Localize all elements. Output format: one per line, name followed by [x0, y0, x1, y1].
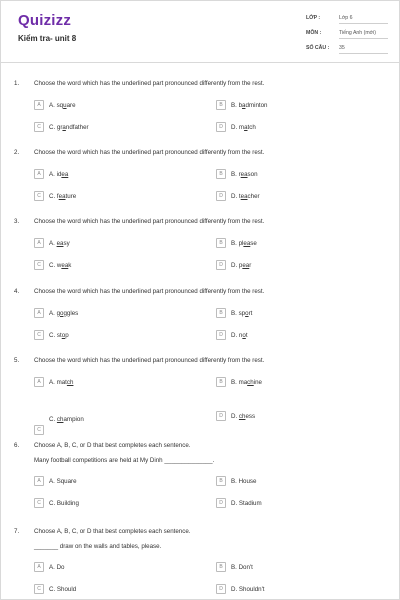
option-label: A. Square: [49, 477, 77, 485]
underlined-part: ch: [247, 378, 254, 386]
question-sentence: Many football competitions are held at My Dinh ______________.: [34, 457, 215, 464]
option-label: C. weak: [49, 261, 72, 269]
underlined-part: ea: [242, 261, 250, 269]
underlined-part: ea: [240, 170, 248, 178]
meta-value: 35: [339, 43, 388, 54]
underlined-part: a: [62, 123, 66, 131]
option-a[interactable]: [34, 169, 68, 179]
underlined-part: o: [61, 331, 66, 339]
question-number: 6.: [14, 442, 20, 449]
option-d[interactable]: [216, 584, 265, 594]
option-letter-box[interactable]: C: [34, 260, 44, 270]
option-label: A. idea: [49, 170, 69, 178]
option-letter-box[interactable]: A: [34, 562, 44, 572]
question-text: Choose the word which has the underlined part pronounced differently from the rest.: [34, 288, 265, 295]
meta-table: [306, 13, 388, 58]
option-c[interactable]: [34, 416, 84, 435]
option-d[interactable]: [216, 498, 262, 508]
option-label: D. not: [231, 331, 248, 339]
option-letter-box[interactable]: D: [216, 330, 226, 340]
question-text: Choose the word which has the underlined part pronounced differently from the rest.: [34, 80, 265, 87]
option-label: B. please: [231, 239, 257, 247]
question-sentence: _______ draw on the walls and tables, please.: [34, 543, 162, 550]
option-b[interactable]: [216, 100, 267, 110]
underlined-part: ea: [56, 239, 64, 247]
option-a[interactable]: [34, 562, 64, 572]
option-b[interactable]: [216, 377, 262, 387]
option-label: C. champion: [49, 416, 84, 423]
option-letter-box[interactable]: C: [34, 498, 44, 508]
option-label: C. stop: [49, 331, 69, 339]
option-label: C. Should: [49, 585, 77, 593]
option-label: A. goggles: [49, 309, 79, 317]
option-letter-box[interactable]: B: [216, 562, 226, 572]
option-d[interactable]: [216, 260, 251, 270]
option-letter-box[interactable]: A: [34, 476, 44, 486]
meta-key: LỚP :: [306, 15, 321, 21]
option-c[interactable]: [34, 330, 69, 340]
meta-row-count: [306, 43, 388, 54]
option-letter-box[interactable]: B: [216, 100, 226, 110]
option-a[interactable]: [34, 476, 77, 486]
meta-key: SỐ CÂU :: [306, 45, 330, 51]
option-label: A. match: [49, 378, 74, 386]
underlined-part: a: [244, 123, 248, 131]
option-c[interactable]: [34, 122, 89, 132]
option-letter-box[interactable]: A: [34, 377, 44, 387]
underlined-part: ch: [56, 416, 64, 423]
option-label: B. House: [231, 477, 257, 485]
option-label: A. square: [49, 101, 76, 109]
underlined-part: ch: [66, 378, 74, 386]
option-letter-box[interactable]: C: [34, 122, 44, 132]
option-label: B. sport: [231, 309, 253, 317]
option-a[interactable]: [34, 377, 73, 387]
underlined-part: a: [242, 101, 246, 109]
option-letter-box[interactable]: C: [34, 330, 44, 340]
option-b[interactable]: [216, 476, 256, 486]
option-c[interactable]: [34, 260, 71, 270]
option-label: C. grandfather: [49, 123, 89, 131]
option-letter-box[interactable]: A: [34, 100, 44, 110]
option-letter-box[interactable]: A: [34, 308, 44, 318]
option-label: B. reason: [231, 170, 258, 178]
option-b[interactable]: [216, 238, 257, 248]
meta-value: Lớp 6: [339, 13, 388, 24]
question-text: Choose the word which has the underlined part pronounced differently from the rest.: [34, 357, 265, 364]
option-letter-box[interactable]: C: [34, 584, 44, 594]
underlined-part: ea: [240, 192, 248, 200]
option-letter-box[interactable]: B: [216, 377, 226, 387]
option-label: D. Shouldn't: [231, 585, 265, 593]
worksheet-title: Kiểm tra- unit 8: [18, 34, 77, 43]
option-d[interactable]: [216, 191, 260, 201]
option-label: C. feature: [49, 192, 77, 200]
option-a[interactable]: [34, 308, 78, 318]
option-letter-box[interactable]: C: [34, 191, 44, 201]
question-number: 5.: [14, 357, 20, 364]
option-d[interactable]: [216, 330, 248, 340]
option-label: D. teacher: [231, 192, 260, 200]
meta-key: MÔN :: [306, 30, 322, 36]
option-c[interactable]: [34, 584, 76, 594]
underlined-part: ea: [243, 239, 251, 247]
option-label: D. match: [231, 123, 256, 131]
option-b[interactable]: [216, 308, 252, 318]
question-number: 3.: [14, 218, 20, 225]
option-label: D. chess: [231, 412, 256, 420]
option-a[interactable]: [34, 100, 76, 110]
option-letter-box[interactable]: D: [216, 498, 226, 508]
underlined-part: o: [245, 309, 249, 317]
meta-row-subject: [306, 28, 388, 39]
option-letter-box[interactable]: B: [216, 308, 226, 318]
meta-row-class: [306, 13, 388, 24]
question-number: 4.: [14, 288, 20, 295]
option-label: D. Stadium: [231, 499, 262, 507]
question-number: 2.: [14, 149, 20, 156]
option-label: B. Don't: [231, 563, 253, 571]
underlined-part: ea: [58, 192, 66, 200]
option-letter-box[interactable]: D: [216, 584, 226, 594]
option-c[interactable]: [34, 191, 76, 201]
question-text: Choose the word which has the underlined part pronounced differently from the rest.: [34, 218, 265, 225]
question-text: Choose A, B, C, or D that best completes each sentence.: [34, 528, 191, 535]
option-letter-box[interactable]: C: [34, 425, 44, 435]
option-label: B. badminton: [231, 101, 268, 109]
option-a[interactable]: [34, 238, 70, 248]
option-letter-box[interactable]: D: [216, 411, 226, 421]
header-divider: [1, 62, 399, 63]
option-label: A. easy: [49, 239, 70, 247]
option-b[interactable]: [216, 562, 253, 572]
option-letter-box[interactable]: A: [34, 238, 44, 248]
option-c[interactable]: [34, 498, 79, 508]
underlined-part: ea: [61, 261, 69, 269]
option-letter-box[interactable]: B: [216, 238, 226, 248]
option-letter-box[interactable]: D: [216, 191, 226, 201]
underlined-part: o: [242, 331, 246, 339]
option-d[interactable]: [216, 411, 255, 421]
option-label: C. Building: [49, 499, 79, 507]
meta-value: Tiếng Anh (mới): [339, 28, 388, 39]
option-box-row: [34, 425, 84, 435]
question-number: 1.: [14, 80, 20, 87]
option-label: B. machine: [231, 378, 262, 386]
option-label: D. pear: [231, 261, 252, 269]
option-label: A. Do: [49, 563, 65, 571]
question-text: Choose the word which has the underlined part pronounced differently from the rest.: [34, 149, 265, 156]
question-text: Choose A, B, C, or D that best completes each sentence.: [34, 442, 191, 449]
option-letter-box[interactable]: B: [216, 169, 226, 179]
option-letter-box[interactable]: D: [216, 122, 226, 132]
option-d[interactable]: [216, 122, 256, 132]
underlined-part: ch: [238, 412, 246, 420]
option-letter-box[interactable]: A: [34, 169, 44, 179]
question-number: 7.: [14, 528, 20, 535]
underlined-part: o: [60, 309, 64, 317]
quizizz-logo: Quizizz: [18, 12, 72, 29]
underlined-part: ea: [61, 170, 69, 178]
option-letter-box[interactable]: D: [216, 260, 226, 270]
underlined-part: u: [63, 101, 67, 109]
option-b[interactable]: [216, 169, 258, 179]
option-letter-box[interactable]: B: [216, 476, 226, 486]
